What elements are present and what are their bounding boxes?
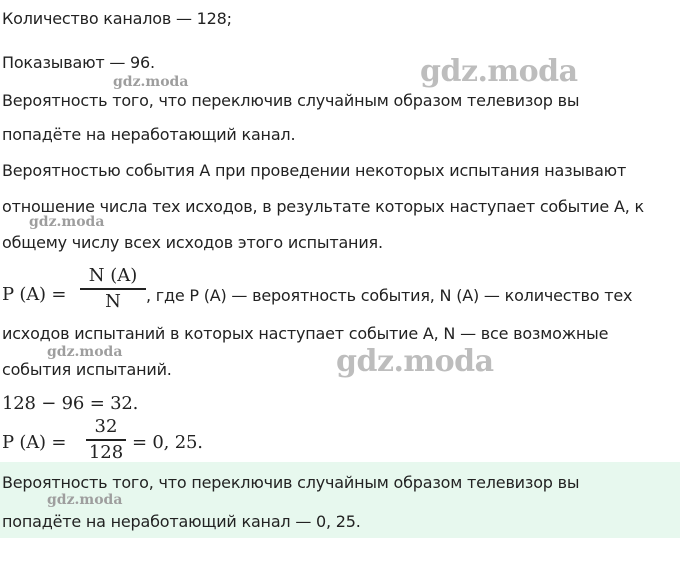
calc2-lhs: P (A) = (2, 432, 67, 453)
formula-numerator: N (A) (88, 265, 138, 286)
calc2-fraction-bar (86, 439, 126, 441)
calc2-rhs: = 0, 25. (132, 432, 203, 453)
calc2-denominator: 128 (88, 441, 124, 463)
probability-line-2: попадёте на неработающий канал. (2, 125, 296, 144)
answer-line-1: Вероятность того, что переключив случайным образом телевизор вы (2, 473, 580, 492)
answer-line-2: попадёте на неработающий канал — 0, 25. (2, 512, 361, 531)
probability-line-1: Вероятность того, что переключив случайным образом телевизор вы (2, 91, 580, 110)
watermark-small: gdz.moda (113, 74, 189, 90)
watermark-large: gdz.moda (336, 344, 494, 379)
watermark-small: gdz.moda (29, 214, 105, 230)
explanation-line-3: события испытаний. (2, 360, 172, 379)
watermark-small: gdz.moda (47, 492, 123, 508)
calc2-numerator: 32 (94, 416, 118, 437)
explanation-line-2: исходов испытаний в которых наступает событие A, N — все возможные (2, 324, 609, 343)
definition-line-2: отношение числа тех исходов, в результате которых наступает событие A, к (2, 197, 644, 216)
definition-line-1: Вероятностью события A при проведении некоторых испытания называют (2, 161, 627, 180)
calc2-fraction (86, 416, 126, 464)
formula-fraction (80, 265, 146, 313)
calculation-1: 128 − 96 = 32. (2, 393, 139, 414)
formula-explanation: , где P (A) — вероятность события, N (A) — количество тех (146, 286, 633, 305)
fraction-bar (80, 288, 146, 290)
watermark-large: gdz.moda (420, 54, 578, 89)
formula-denominator: N (105, 290, 121, 312)
channels-text: Количество каналов — 128; (2, 9, 232, 28)
watermark-small: gdz.moda (47, 344, 123, 360)
formula-lhs: P (A) = (2, 284, 67, 305)
definition-line-3: общему числу всех исходов этого испытания. (2, 233, 383, 252)
showing-text: Показывают — 96. (2, 53, 155, 72)
